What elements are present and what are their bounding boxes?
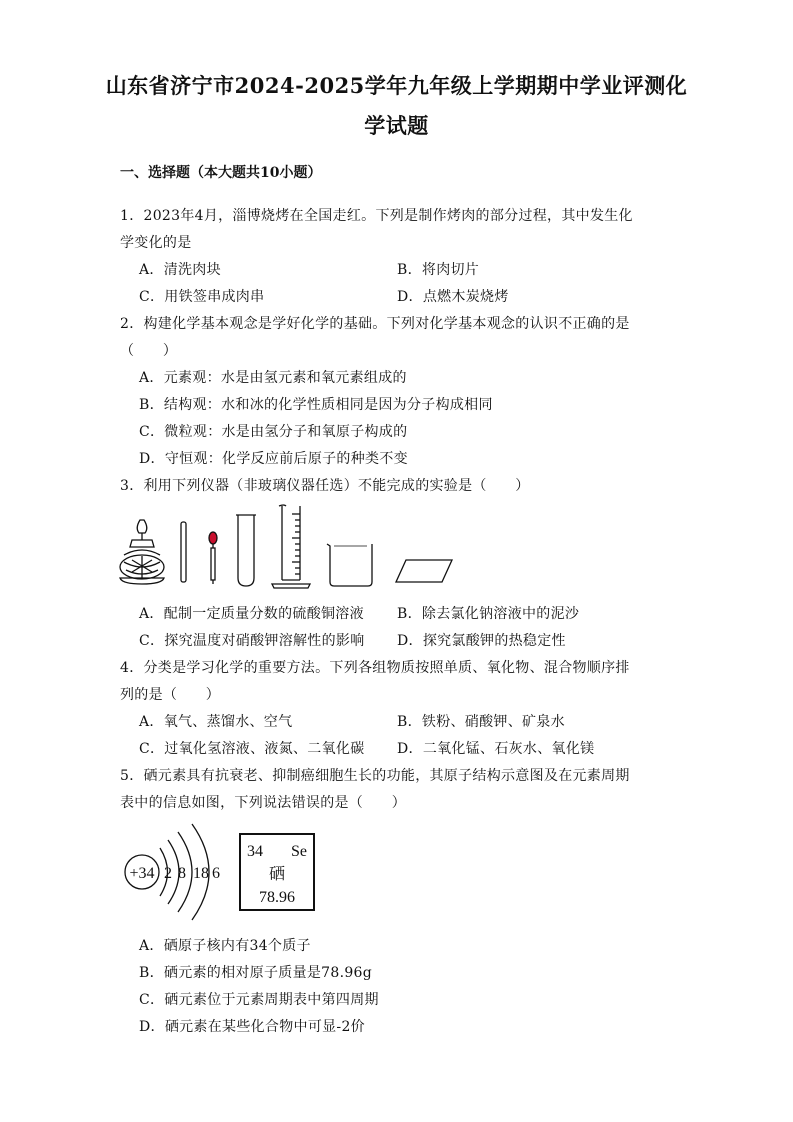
glass-rod-icon <box>181 522 186 582</box>
q1-option-b: B．将肉切片 <box>397 262 480 278</box>
element-cell <box>240 834 314 910</box>
q5-stem-line-1: 5．硒元素具有抗衰老、抑制癌细胞生长的功能，其原子结构示意图及在元素周期 <box>120 768 630 784</box>
q2-stem-line-1: 2．构建化学基本观念是学好化学的基础。下列对化学基本观念的认识不正确的是 <box>120 316 630 332</box>
dropper-icon <box>209 532 217 584</box>
lab-apparatus-figure <box>112 500 457 592</box>
q1-option-d: D．点燃木炭烧烤 <box>397 289 509 305</box>
q2-option-b: B．结构观：水和冰的化学性质相同是因为分子构成相同 <box>139 397 493 413</box>
q3-option-c: C．探究温度对硝酸钾溶解性的影响 <box>139 633 365 649</box>
q2-option-d: D．守恒观：化学反应前后原子的种类不变 <box>139 451 408 467</box>
page-title-line-1: 山东省济宁市2024-2025学年九年级上学期期中学业评测化 <box>105 73 688 98</box>
shell-electrons-2: 8 <box>178 865 186 882</box>
q4-stem-line-2: 列的是（ ） <box>120 687 221 703</box>
test-tube-icon <box>236 515 256 586</box>
q3-option-a: A．配制一定质量分数的硫酸铜溶液 <box>139 606 364 622</box>
q4-option-d: D．二氧化锰、石灰水、氧化镁 <box>397 741 595 757</box>
page-title-line-2: 学试题 <box>364 113 429 138</box>
q5-option-a: A．硒原子核内有34个质子 <box>139 938 311 954</box>
atomic-mass: 78.96 <box>259 889 295 906</box>
selenium-atom-structure-diagram <box>118 818 328 926</box>
q1-stem-line-1: 1．2023年4月，淄博烧烤在全国走红。下列是制作烤肉的部分过程，其中发生化 <box>120 208 633 224</box>
glass-slide-icon <box>396 560 452 582</box>
shell-electrons-1: 2 <box>164 865 172 882</box>
alcohol-burner-icon <box>120 520 164 584</box>
section-heading: 一、选择题（本大题共10小题） <box>120 165 322 181</box>
q1-option-a: A．清洗肉块 <box>139 262 221 278</box>
shell-electrons-4: 6 <box>212 865 220 882</box>
q4-option-c: C．过氧化氢溶液、液氮、二氧化碳 <box>139 741 365 757</box>
q4-stem-line-1: 4．分类是学习化学的重要方法。下列各组物质按照单质、氧化物、混合物顺序排 <box>120 660 630 676</box>
q1-option-c: C．用铁签串成肉串 <box>139 289 265 305</box>
q3-option-b: B．除去氯化钠溶液中的泥沙 <box>397 606 580 622</box>
q4-option-b: B．铁粉、硝酸钾、矿泉水 <box>397 714 565 730</box>
q3-option-d: D．探究氯酸钾的热稳定性 <box>397 633 566 649</box>
beaker-icon <box>327 544 372 586</box>
q5-option-c: C．硒元素位于元素周期表中第四周期 <box>139 992 379 1008</box>
q5-option-b: B．硒元素的相对原子质量是78.96g <box>139 965 373 981</box>
shell-electrons-3: 18 <box>193 865 209 882</box>
nucleus-charge: +34 <box>129 865 155 882</box>
element-symbol: Se <box>291 843 307 860</box>
q1-stem-line-2: 学变化的是 <box>120 235 192 251</box>
q5-option-d: D．硒元素在某些化合物中可显-2价 <box>139 1019 365 1035</box>
atomic-number: 34 <box>247 843 263 860</box>
q2-option-c: C．微粒观：水是由氢分子和氧原子构成的 <box>139 424 408 440</box>
q3-stem-line-1: 3．利用下列仪器（非玻璃仪器任选）不能完成的实验是（ ） <box>120 478 530 494</box>
q2-stem-line-2: （ ） <box>120 343 178 359</box>
q2-option-a: A．元素观：水是由氢元素和氧元素组成的 <box>139 370 407 386</box>
q4-option-a: A．氧气、蒸馏水、空气 <box>139 714 293 730</box>
graduated-cylinder-icon <box>272 505 310 588</box>
element-name: 硒 <box>268 866 286 883</box>
q5-stem-line-2: 表中的信息如图，下列说法错误的是（ ） <box>120 795 406 811</box>
